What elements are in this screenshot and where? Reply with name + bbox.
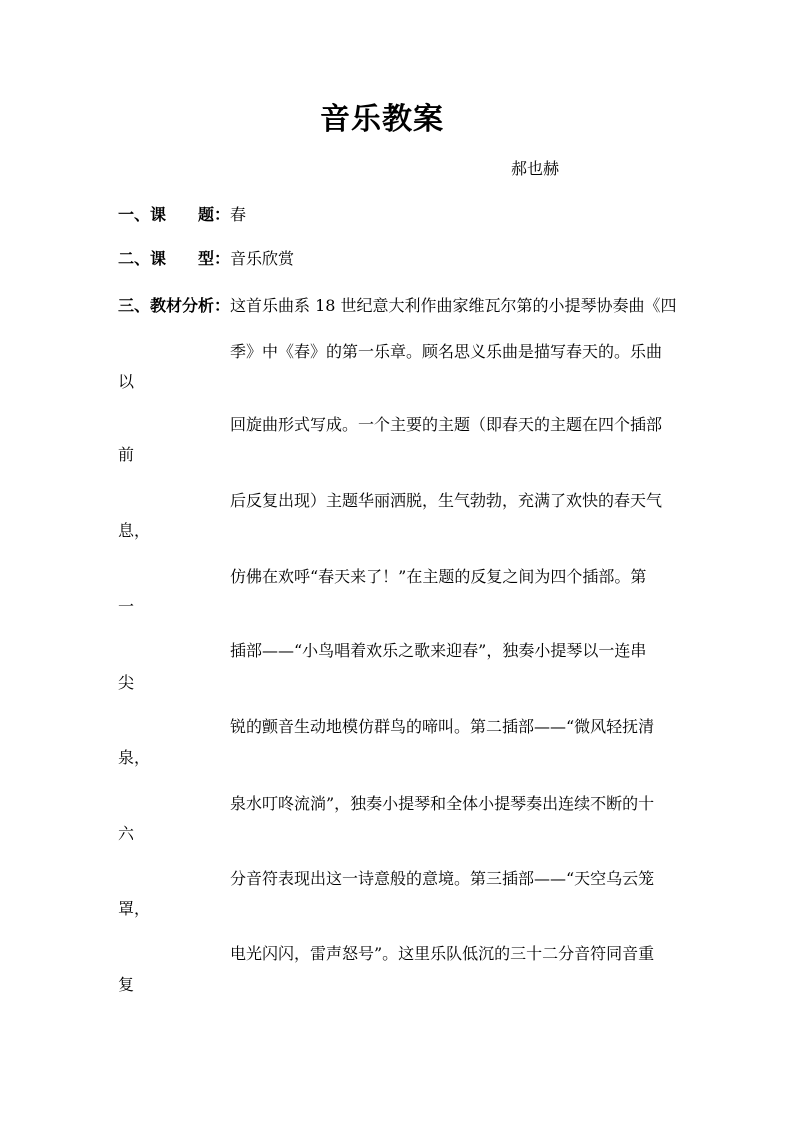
analysis-line: 仿佛在欢呼“春天来了！”在主题的反复之间为四个插部。第 <box>230 567 647 586</box>
analysis-wrap: 复 <box>118 975 135 994</box>
analysis-line: 插部——“小鸟唱着欢乐之歌来迎春”，独奏小提琴以一连串 <box>230 641 647 660</box>
analysis-wrap: 以 <box>118 372 135 391</box>
analysis-line: 季》中《春》的第一乐章。顾名思义乐曲是描写春天的。乐曲 <box>230 342 663 361</box>
analysis-wrap: 一 <box>118 597 135 616</box>
analysis-wrap: 前 <box>118 445 135 464</box>
analysis-line: 锐的颤音生动地模仿群鸟的啼叫。第二插部——“微风轻抚清 <box>230 717 655 736</box>
item-analysis-label: 三、教材分析： <box>118 296 231 315</box>
item-topic-value: 春 <box>230 205 247 224</box>
item-topic <box>118 202 246 225</box>
author-name: 郝也赫 <box>511 159 560 178</box>
analysis-line: 分音符表现出这一诗意般的意境。第三插部——“天空乌云笼 <box>230 869 655 888</box>
analysis-wrap: 六 <box>118 824 135 843</box>
item-analysis-value: 这首乐曲系 18 世纪意大利作曲家维瓦尔第的小提琴协奏曲《四 <box>230 296 677 315</box>
analysis-line: 后反复出现）主题华丽洒脱，生气勃勃，充满了欢快的春天气 <box>230 491 663 510</box>
analysis-wrap: 息， <box>118 521 151 540</box>
analysis-line: 回旋曲形式写成。一个主要的主题（即春天的主题在四个插部 <box>230 415 663 434</box>
analysis-wrap: 泉， <box>118 748 151 767</box>
analysis-wrap: 尖 <box>118 673 135 692</box>
item-type-label: 二、课 型： <box>118 249 231 268</box>
analysis-line: 泉水叮咚流淌”，独奏小提琴和全体小提琴奏出连续不断的十 <box>230 794 655 813</box>
page-title: 音乐教案 <box>320 102 444 137</box>
item-type-value: 音乐欣赏 <box>230 249 295 268</box>
analysis-wrap: 罩， <box>118 899 151 918</box>
item-analysis <box>118 293 677 316</box>
item-type <box>118 246 294 269</box>
item-topic-label: 一、课 题： <box>118 205 231 224</box>
analysis-line: 电光闪闪，雷声怒号”。这里乐队低沉的三十二分音符同音重 <box>230 944 655 963</box>
